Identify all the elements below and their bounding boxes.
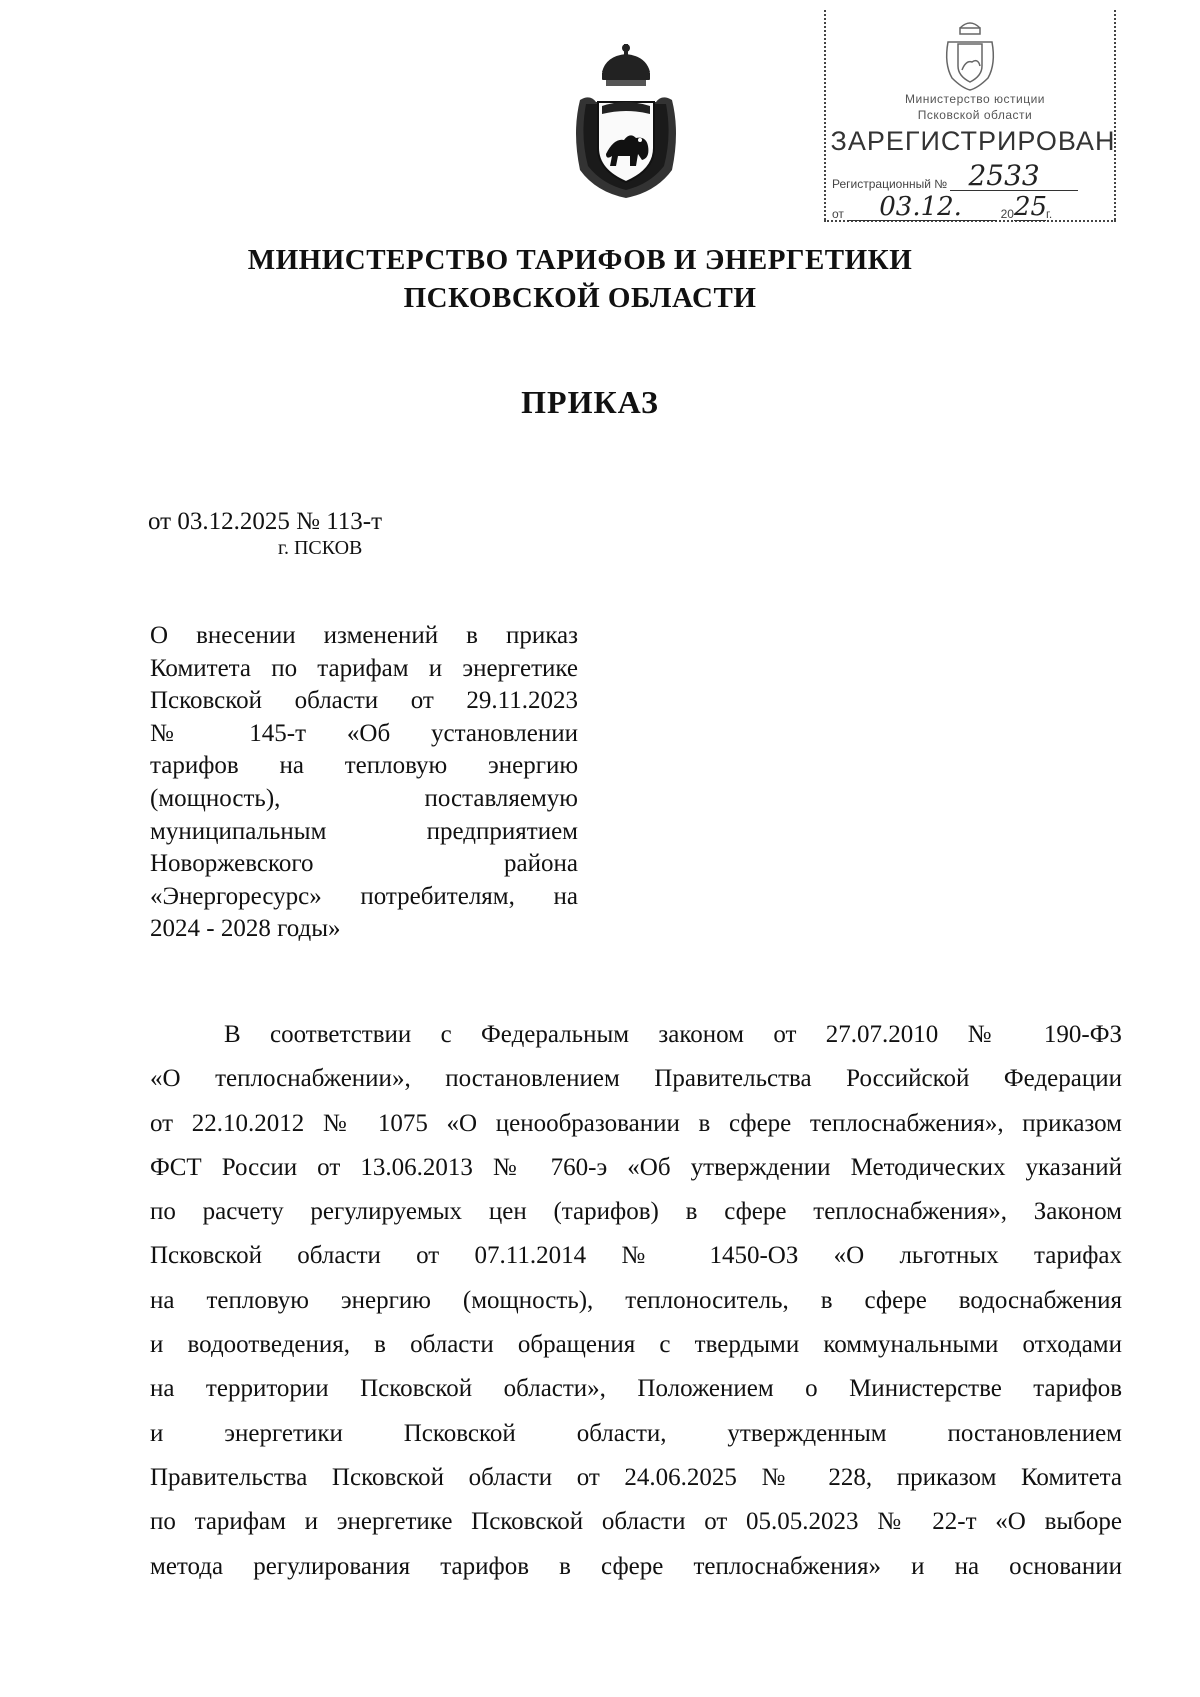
body-line: на тепловую энергию (мощность), теплоноситель, в сфере водоснабжения xyxy=(150,1286,1122,1314)
body-line: ФСТ России от 13.06.2013 № 760-э «Об утверждении Методических указаний xyxy=(150,1153,1122,1181)
subject-line: тарифов на тепловую энергию xyxy=(150,752,578,780)
subject-line: Новоржевского района xyxy=(150,850,578,878)
subject-line: Комитета по тарифам и энергетике xyxy=(150,654,578,682)
stamp-border-right xyxy=(1114,10,1116,220)
stamp-year-value: 25 xyxy=(1013,192,1048,222)
order-date-number: от 03.12.2025 № 113-т xyxy=(148,508,383,535)
ministry-title-line-2: ПСКОВСКОЙ ОБЛАСТИ xyxy=(403,282,757,314)
subject-line: «Энергоресурс» потребителям, на xyxy=(150,882,578,910)
stamp-date-prefix: от xyxy=(832,207,844,221)
order-body-text xyxy=(150,1013,1122,1589)
stamp-date-row xyxy=(832,192,1112,222)
stamp-date-value: 03.12. xyxy=(879,192,962,222)
stamp-reg-number-row xyxy=(832,159,1112,192)
stamp-date-field xyxy=(847,192,997,222)
body-line: по тарифам и энергетике Псковской области от 05.05.2023 № 22-т «О выборе xyxy=(150,1508,1122,1536)
stamp-ministry-line: Министерство юстиции xyxy=(905,92,1045,106)
stamp-year-prefix: 20 xyxy=(1000,207,1014,221)
document-type-heading: ПРИКАЗ xyxy=(521,384,659,420)
body-line: «О теплоснабжении», постановлением Правительства Российской Федерации xyxy=(150,1065,1122,1093)
subject-line: Псковской области от 29.11.2023 xyxy=(150,687,578,715)
stamp-reg-label: Регистрационный № xyxy=(832,177,948,191)
ministry-title-line-1: МИНИСТЕРСТВО ТАРИФОВ И ЭНЕРГЕТИКИ xyxy=(247,244,913,276)
stamp-emblem-icon xyxy=(938,14,1002,94)
body-line: Правительства Псковской области от 24.06.2025 № 228, приказом Комитета xyxy=(150,1463,1122,1491)
stamp-registered-label: ЗАРЕГИСТРИРОВАН xyxy=(830,126,1116,156)
body-line: В соответствии с Федеральным законом от 27.07.2010 № 190-ФЗ xyxy=(224,1021,1122,1048)
body-line: Псковской области от 07.11.2014 № 1450-ОЗ «О льготных тарифах xyxy=(150,1242,1122,1270)
subject-line: № 145-т «Об установлении xyxy=(150,719,578,747)
body-line: и водоотведения, в области обращения с твердыми коммунальными отходами xyxy=(150,1331,1122,1359)
subject-line: (мощность), поставляемую xyxy=(150,784,578,812)
registration-stamp xyxy=(820,10,1118,222)
body-line: на территории Псковской области», Положением о Министерстве тарифов xyxy=(150,1375,1122,1403)
body-line: метода регулирования тарифов в сфере теплоснабжения» и на основании xyxy=(150,1552,1122,1580)
subject-line: 2024 - 2028 годы» xyxy=(150,915,341,943)
order-city: г. ПСКОВ xyxy=(278,537,363,559)
stamp-region-line: Псковской области xyxy=(917,108,1033,122)
subject-line: муниципальным предприятием xyxy=(150,817,578,845)
stamp-reg-number-field xyxy=(950,159,1078,192)
stamp-year-field xyxy=(1013,192,1048,222)
stamp-border-left xyxy=(824,10,826,220)
stamp-year-end: г. xyxy=(1045,207,1053,221)
coat-of-arms-emblem xyxy=(566,42,686,202)
body-line: по расчету регулируемых цен (тарифов) в сфере теплоснабжения», Законом xyxy=(150,1198,1122,1226)
order-subject xyxy=(150,620,578,946)
stamp-reg-number: 2533 xyxy=(968,159,1040,192)
body-line: и энергетики Псковской области, утвержденным постановлением xyxy=(150,1419,1122,1447)
subject-line: О внесении изменений в приказ xyxy=(150,622,578,649)
body-line: от 22.10.2012 № 1075 «О ценообразовании в сфере теплоснабжения», приказом xyxy=(150,1109,1122,1137)
